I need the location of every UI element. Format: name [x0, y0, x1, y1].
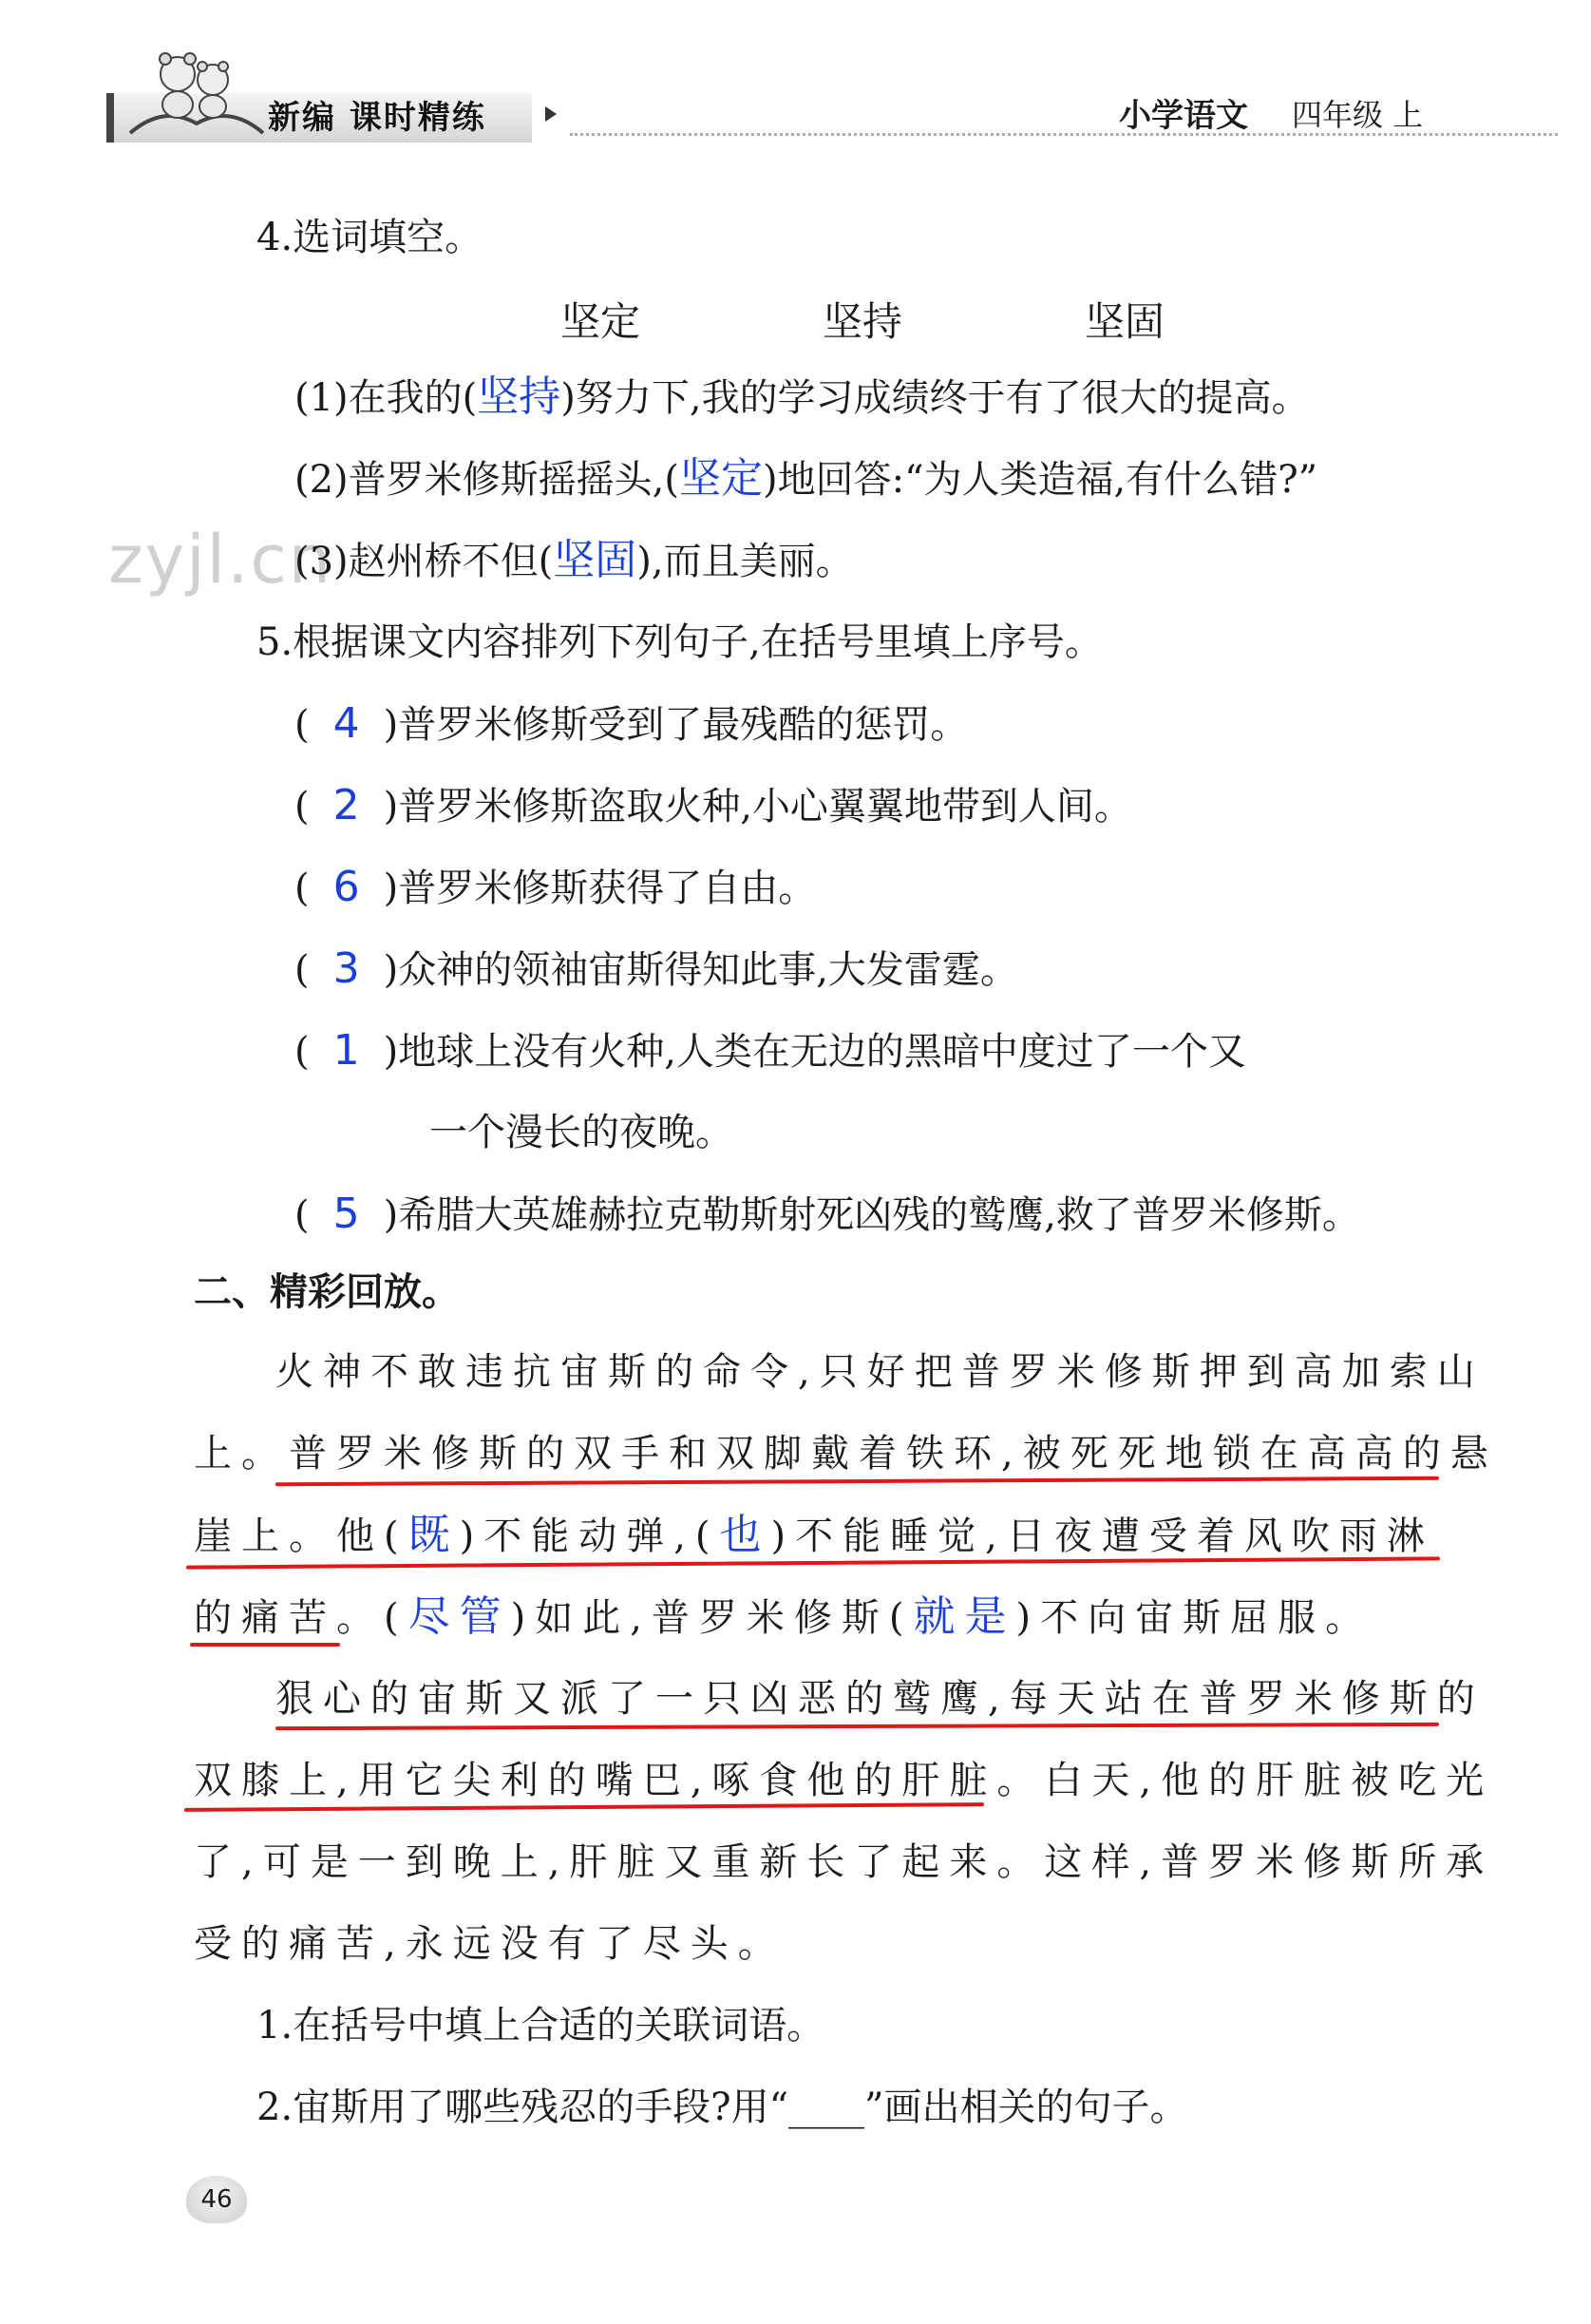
watermark: zyjl.cn	[108, 521, 333, 599]
q5-item: ( 6 )普罗米修斯获得了自由。	[294, 863, 817, 911]
passage-text: )如此,普罗米修斯(	[510, 1596, 914, 1640]
word-choice: 坚持	[823, 298, 903, 345]
subject-label: 小学语文	[1119, 97, 1248, 135]
answer-text: 坚固	[553, 536, 637, 584]
answer-number: 2	[332, 781, 360, 829]
answer-text: 坚持	[477, 372, 561, 421]
passage-line	[194, 1513, 1434, 1559]
passage-text: 崖上。他(	[194, 1514, 408, 1558]
section2-title: 二、精彩回放。	[194, 1270, 460, 1314]
series-title: 新编 课时精练	[268, 99, 486, 137]
answer-number: 5	[332, 1190, 360, 1238]
passage-line: 狠心的宙斯又派了一只凶恶的鹫鹰,每天站在普罗米修斯的	[275, 1677, 1485, 1721]
q5-item-text: 普罗米修斯盗取火种,小心翼翼地带到人间。	[398, 785, 1132, 829]
word-choice: 坚定	[560, 298, 641, 345]
answer-text: 尽管	[407, 1592, 511, 1641]
q4-item-suffix: )地回答:“为人类造福,有什么错?”	[762, 458, 1318, 502]
answer-text: 既	[407, 1511, 460, 1559]
arrow-right-icon	[545, 106, 557, 122]
passage-line: 火神不敢违抗宙斯的命令,只好把普罗米修斯押到高加索山	[275, 1350, 1485, 1394]
q4-item-suffix: )努力下,我的学习成绩终于有了很大的提高。	[560, 376, 1310, 420]
q4-item-prefix: (3)赵州桥不但(	[294, 540, 554, 583]
answer-underline	[275, 1723, 1439, 1730]
answer-number: 6	[332, 863, 360, 911]
answer-number: 1	[332, 1026, 360, 1075]
passage-text: 双膝上,用它尖利的嘴巴,啄食他的肝脏。	[194, 1759, 1045, 1802]
sub-question: 1.在括号中填上合适的关联词语。	[256, 2004, 825, 2048]
bears-book-logo-icon	[125, 38, 268, 143]
passage-line	[194, 1594, 1373, 1641]
page-number: 46	[186, 2176, 247, 2223]
passage-text: 普罗米修斯的双手和双脚戴着铁环,被死死地锁在高高的悬	[289, 1432, 1498, 1476]
q5-item-text: 地球上没有火种,人类在无边的黑暗中度过了一个又	[398, 1030, 1246, 1074]
q4-item-suffix: ),而且美丽。	[636, 540, 854, 583]
q5-item-text: 普罗米修斯受到了最残酷的惩罚。	[398, 703, 969, 747]
answer-underline	[275, 1476, 1439, 1486]
passage-line: 受的痛苦,永远没有了尽头。	[194, 1922, 786, 1966]
passage-text: 上。	[194, 1432, 289, 1476]
sub-question: 2.宙斯用了哪些残忍的手段?用“____”画出相关的句子。	[256, 2086, 1188, 2129]
q4-item	[294, 374, 1310, 421]
passage-text: 的痛苦。	[194, 1596, 384, 1640]
grade-label: 四年级 上	[1292, 97, 1424, 133]
q5-item-text: 希腊大英雄赫拉克勒斯射死凶残的鹫鹰,救了普罗米修斯。	[398, 1193, 1360, 1237]
passage-line	[194, 1431, 1498, 1476]
q5-item: ( 4 )普罗米修斯受到了最残酷的惩罚。	[294, 699, 969, 748]
q4-item-prefix: (1)在我的(	[294, 376, 478, 420]
passage-text: 白天,他的肝脏被吃光	[1044, 1759, 1494, 1802]
q4-item	[294, 538, 854, 584]
header-divider	[570, 133, 1558, 136]
q5-item-continuation: 一个漫长的夜晚。	[429, 1111, 733, 1154]
q5-item-text: 普罗米修斯获得了自由。	[398, 867, 817, 910]
answer-text: 也	[719, 1511, 771, 1559]
passage-line	[194, 1758, 1493, 1803]
q5-item: ( 2 )普罗米修斯盗取火种,小心翼翼地带到人间。	[294, 781, 1132, 829]
q4-item	[294, 456, 1317, 503]
passage-line: 了,可是一到晚上,肝脏又重新长了起来。这样,普罗米修斯所承	[194, 1840, 1494, 1884]
answer-underline	[184, 1802, 984, 1812]
passage-text: )不向宙斯屈服。	[1015, 1596, 1373, 1640]
q4-title: 4.选词填空。	[256, 216, 483, 259]
answer-number: 4	[332, 699, 360, 748]
q5-item-text: 众神的领袖宙斯得知此事,大发雷霆。	[398, 948, 1018, 992]
word-choice: 坚固	[1085, 298, 1165, 345]
q5-title: 5.根据课文内容排列下列句子,在括号里填上序号。	[256, 620, 1103, 664]
answer-text: 坚定	[678, 454, 763, 503]
q4-item-prefix: (2)普罗米修斯摇摇头,(	[294, 458, 679, 502]
passage-text: )不能动弹,(	[459, 1514, 720, 1558]
answer-text: 就是	[913, 1592, 1016, 1641]
q5-item: ( 3 )众神的领袖宙斯得知此事,大发雷霆。	[294, 944, 1018, 993]
passage-text: )不能睡觉,日夜遭受着风吹雨淋	[770, 1514, 1434, 1558]
q5-item: ( 1 )地球上没有火种,人类在无边的黑暗中度过了一个又	[294, 1026, 1246, 1075]
q5-item: ( 5 )希腊大英雄赫拉克勒斯射死凶残的鹫鹰,救了普罗米修斯。	[294, 1190, 1360, 1238]
answer-number: 3	[332, 944, 360, 993]
answer-underline	[190, 1643, 340, 1647]
passage-text: (	[384, 1596, 408, 1640]
